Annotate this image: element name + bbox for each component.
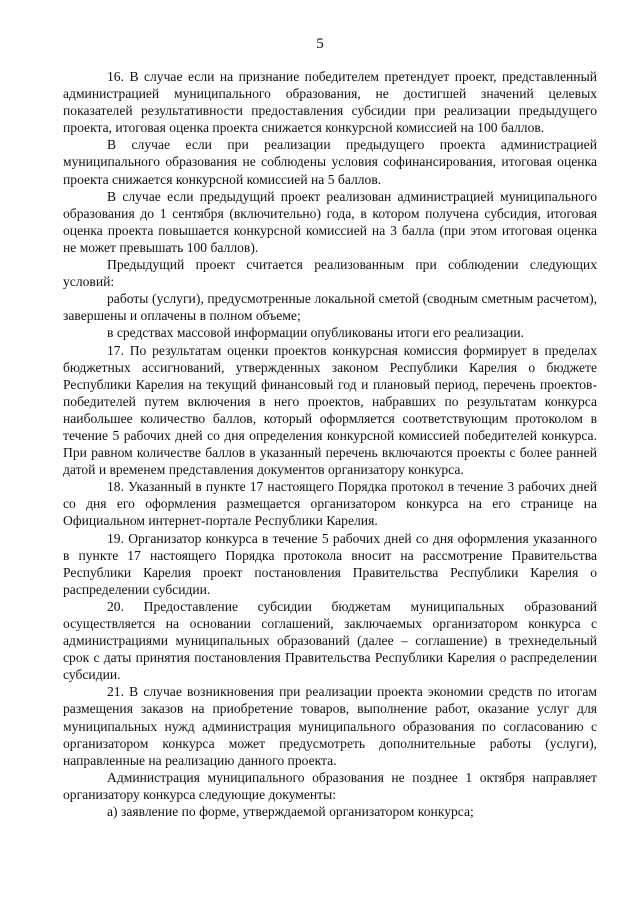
paragraph-conditions: Предыдущий проект считается реализованным при соблюдении следующих условий:	[63, 257, 597, 290]
paragraph-20: 20. Предоставление субсидии бюджетам муниципальных образований осуществляется на основании соглашений, заключаемых организатором конкурса с администрациями муниципальных образований (далее – соглашение) в трехнедельный срок с даты принятия постановления Правительства Республики Карелия о распределении субсидии.	[63, 598, 597, 683]
paragraph-16: 16. В случае если на признание победителем претендует проект, представленный администрацией муниципального образования, не достигшей значений целевых показателей результативности предоставления субсидии при реализации предыдущего проекта, итоговая оценка проекта снижается конкурсной комиссией на 100 баллов.	[63, 69, 597, 136]
paragraph-19: 19. Организатор конкурса в течение 5 рабочих дней со дня оформления указанного в пункте 17 настоящего Порядка протокола вносит на рассмотрение Правительства Республики Карелия проект постановления Правительства Республики Карелия о распределении субсидии.	[63, 530, 597, 597]
paragraph-18: 18. Указанный в пункте 17 настоящего Порядка протокол в течение 3 рабочих дней со дня его оформления размещается организатором конкурса на его странице на Официальном интернет-портале Республики Карелия.	[63, 479, 597, 529]
paragraph-item-a: а) заявление по форме, утверждаемой организатором конкурса;	[107, 804, 474, 820]
paragraph-early-completion: В случае если предыдущий проект реализован администрацией муниципального образования до 1 сентября (включительно) года, в котором получена субсидия, итоговая оценка проекта повышается конкурсной комиссией на 3 балла (при этом итоговая оценка не может превышать 100 баллов).	[63, 188, 597, 255]
page-number: 5	[316, 36, 324, 52]
paragraph-documents: Администрация муниципального образования не позднее 1 октября направляет организатору конкурса следующие документы:	[63, 769, 597, 802]
paragraph-17: 17. По результатам оценки проектов конкурсная комиссия формирует в пределах бюджетных ассигнований, утвержденных законом Республики Карелия о бюджете Республики Карелия на текущий финансовый год и плановый период, перечень проектов-победителей путем включения в него проектов, набравших по результатам конкурса наибольшее количество баллов, который оформляется соответствующим протоколом в течение 5 рабочих дней со дня определения конкурсной комиссией победителей конкурса. При равном количестве баллов в указанный перечень включаются проекты с более ранней датой и временем представления документов организатору конкурса.	[63, 342, 597, 478]
paragraph-21: 21. В случае возникновения при реализации проекта экономии средств по итогам размещения заказов на приобретение товаров, выполнение работ, оказание услуг для муниципальных нужд администрация муниципального образования по согласованию с организатором конкурса может предусмотреть дополнительные работы (услуги), направленные на реализацию данного проекта.	[63, 684, 597, 768]
paragraph-condition-works: работы (услуги), предусмотренные локальной сметой (сводным сметным расчетом), завершены и оплачены в полном объеме;	[63, 291, 597, 324]
document-body	[63, 68, 597, 820]
paragraph-cofinancing: В случае если при реализации предыдущего проекта администрацией муниципального образования не соблюдены условия софинансирования, итоговая оценка проекта снижается конкурсной комиссией на 5 баллов.	[63, 137, 597, 187]
paragraph-condition-media: в средствах массовой информации опубликованы итоги его реализации.	[107, 325, 525, 341]
